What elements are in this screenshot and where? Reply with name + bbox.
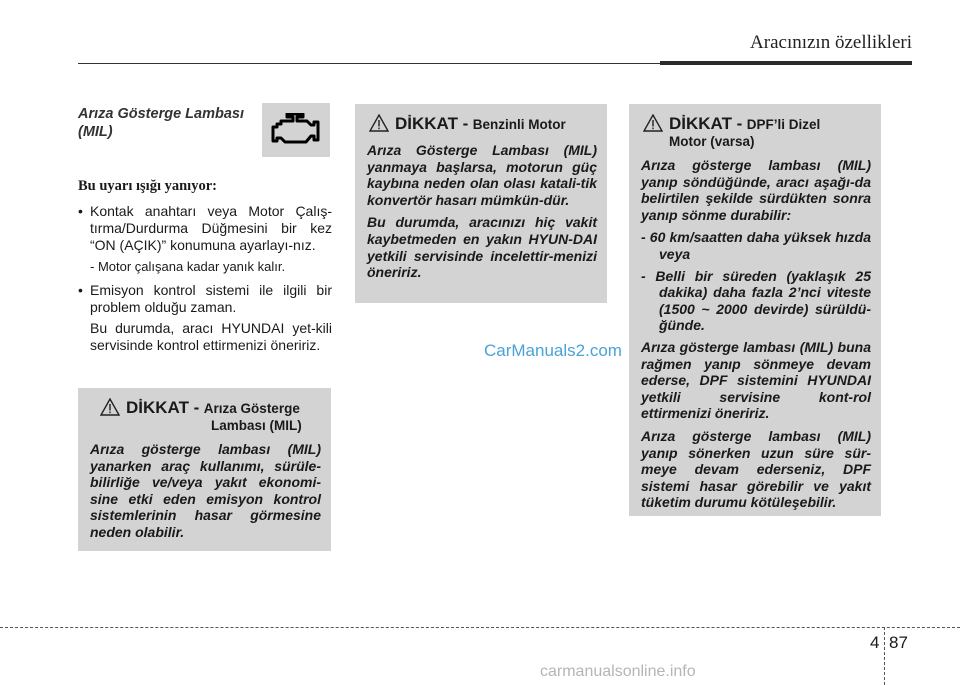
mil-heading (78, 105, 258, 141)
caution-title (641, 114, 871, 149)
caution-paragraph: Arıza gösterge lambası (MIL) yanıp söndüğünde, aracı aşağı-da belirtilen şekilde sürdükten sonra yanıp sönme durabilir: (641, 157, 871, 223)
caution-box-gasoline (355, 104, 607, 303)
caution-paragraph: Arıza gösterge lambası (MIL) buna rağmen yanıp sönmeye devam ederse, DPF sistemini HYUNDAI yetkili servisine kont-rol ettirmenizi öneririz. (641, 338, 871, 422)
list-item: • Emisyon kontrol sistemi ile ilgili bir problem olduğu zaman. (78, 282, 332, 316)
caution-paragraph: Bu durumda, aracınızı hiç vakit kaybetmeden en yakın HYUN-DAI yetkili servisinde incelettir-menizi öneririz. (367, 214, 597, 281)
watermark: CarManuals2.com (484, 341, 622, 360)
caution-label: DİKKAT - (126, 398, 200, 417)
caution-box-mil (78, 388, 331, 551)
caution-subtitle: DPF’li Dizel (746, 117, 821, 132)
mil-description (78, 178, 332, 354)
list-item: • Kontak anahtarı veya Motor Çalış-tırma/Durdurma Düğmesini bir kez “ON (AÇIK)” konumuna ayarlayı-nız. (78, 203, 332, 254)
mil-heading-line1: Arıza Gösterge Lambası (78, 106, 244, 122)
engine-check-icon (267, 113, 325, 147)
caution-label: DİKKAT - (395, 114, 469, 133)
caution-dash-item: - Belli bir süreden (yaklaşık 25 dakika) daha fazla 2’nci viteste (1500 ~ 2000 devirde) sürüldü-ğünde. (641, 267, 871, 334)
caution-label: DİKKAT - (669, 114, 743, 133)
caution-title (90, 398, 321, 433)
caution-text: Arıza gösterge lambası (MIL) yanarken araç kullanımı, sürüle-bilirliğe ve/veya yakıt ekonomi-sine etki eden emisyon kontrol sistemlerinin hasar görmesine neden olabilir. (90, 441, 321, 540)
caution-text (367, 142, 597, 281)
caution-paragraph: Arıza Gösterge Lambası (MIL) yanmaya başlarsa, motorun güç kaybına neden olan olası katali-tik konvertör hasarı mümkün-dür. (367, 142, 597, 208)
engine-check-icon-box (262, 103, 330, 157)
list-item-note: - Motor çalışana kadar yanık kalır. (90, 259, 286, 274)
caution-subtitle-line2: Lambası (MIL) (211, 418, 302, 433)
footer-rule (0, 627, 960, 628)
warning-triangle-icon (643, 114, 663, 132)
caution-text (641, 157, 871, 511)
caution-subtitle: Benzinli Motor (472, 117, 566, 132)
list-item-note: Bu durumda, aracı HYUNDAI yet-kili servisinde kontrol ettirmenizi öneririz. (90, 320, 332, 353)
caution-paragraph: Arıza gösterge lambası (MIL) yanıp sönerken uzun süre sür-meye devam ederseniz, DPF sistemi hasar görebilir ve yakıt tüketim durumu kötüleşebilir. (641, 427, 871, 511)
caution-subtitle: Arıza Gösterge (203, 401, 300, 416)
caution-box-dpf (629, 104, 881, 516)
page-header-title: Aracınızın özellikleri (750, 32, 912, 53)
header-rule-accent (660, 61, 912, 65)
warning-triangle-icon (369, 114, 389, 132)
mil-heading-line2: (MIL) (78, 124, 113, 140)
caution-dash-item: - 60 km/saatten daha yüksek hızda veya (641, 229, 871, 262)
warning-light-intro: Bu uyarı ışığı yanıyor: (78, 178, 217, 194)
header-rule (78, 63, 662, 64)
caution-title (367, 114, 597, 134)
footer-divider (884, 627, 885, 685)
warning-triangle-icon (100, 398, 120, 416)
footer-watermark: carmanualsonline.info (540, 663, 696, 680)
caution-subtitle-line2: Motor (varsa) (669, 134, 755, 149)
page-number: 87 (889, 633, 908, 652)
chapter-number: 4 (870, 633, 880, 652)
